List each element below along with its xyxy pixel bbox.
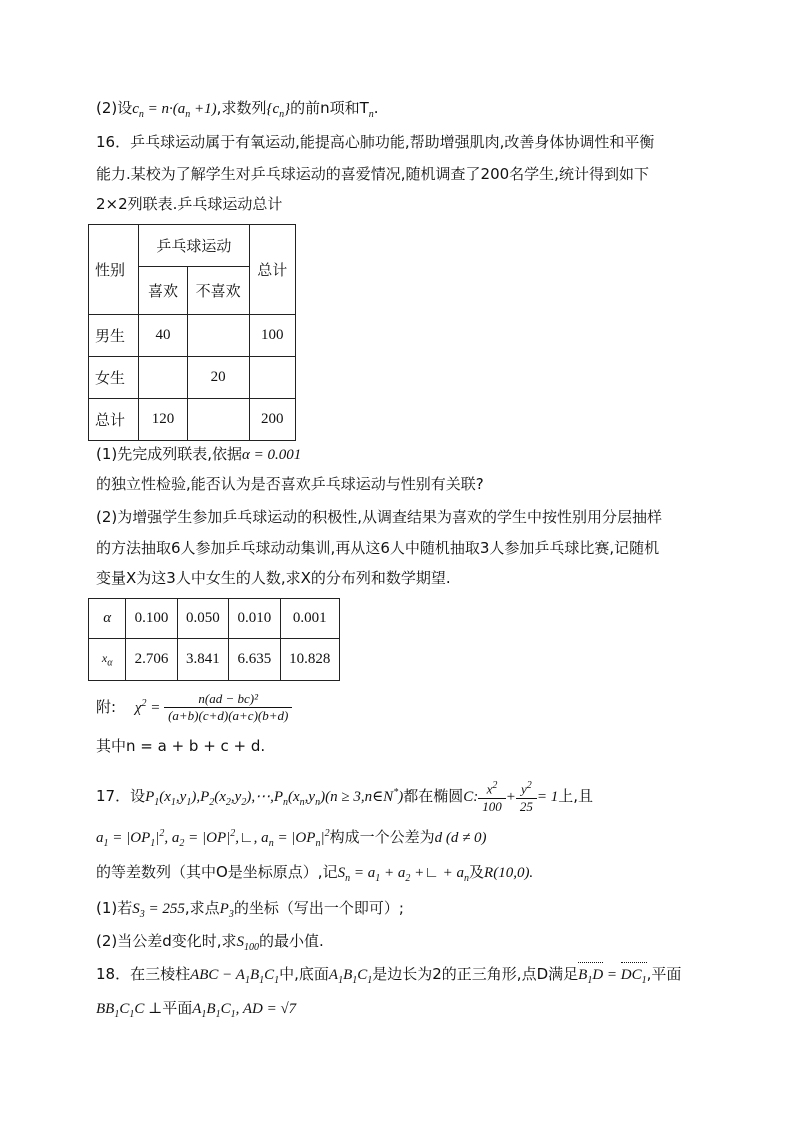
q17-mid: 都在椭圆 bbox=[403, 787, 464, 805]
q16-part1-line1 bbox=[96, 443, 301, 466]
alpha-cell: 0.050 bbox=[177, 599, 228, 639]
alpha-cell: 0.001 bbox=[280, 599, 339, 639]
x-cell: 10.828 bbox=[280, 639, 339, 681]
q17-p1-b: ,求点 bbox=[184, 899, 220, 917]
cell-like: 40 bbox=[139, 315, 187, 357]
q17-p1-a: (1)若 bbox=[96, 899, 133, 917]
q17-line3: 的等差数列（其中O是坐标原点）,记$S_n = a_1 + a_2$ +∟ + $a_n$及R(10,0). bbox=[96, 863, 534, 884]
cell-total: 100 bbox=[249, 315, 295, 357]
q16-part2-line1: (2)为增强学生参加乒乓球运动的积极性,从调查结果为喜欢的学生中按性别用分层抽样 bbox=[96, 508, 663, 526]
q15-part2-prefix: (2)设 bbox=[96, 99, 133, 117]
q17-end: 上,且 bbox=[558, 787, 593, 805]
contingency-table bbox=[88, 224, 296, 441]
chi-denominator: (a+b)(c+d)(a+c)(b+d) bbox=[168, 708, 289, 723]
alpha-cell: 0.100 bbox=[126, 599, 177, 639]
x-cell: 6.635 bbox=[229, 639, 280, 681]
chi-numerator: n(ad − bc)² bbox=[164, 691, 292, 708]
cell-dislike bbox=[187, 315, 249, 357]
x-label: $x_\alpha$ bbox=[89, 639, 126, 681]
th-gender: 性别 bbox=[89, 225, 139, 315]
critical-value-table bbox=[88, 598, 340, 681]
q17-line2: $a_1 = |OP_1|^2$, $a_2$ = $|OP|^2,∟$, $a_n = |OP_n|^2$构成一个公差为d (d ≠ 0) bbox=[96, 828, 487, 849]
q16-part1-line2: 的独立性检验,能否认为是否喜欢乒乓球运动与性别有关联? bbox=[96, 475, 484, 493]
q17-p2-b: 的最小值. bbox=[259, 932, 324, 950]
q18-line2: $BB_1C_1C$ ⊥平面$A_1B_1C_1$, AD = √7 bbox=[96, 999, 297, 1020]
q16-line1: 16．乒乓球运动属于有氧运动,能提高心肺功能,帮助增强肌肉,改善身体协调性和平衡 bbox=[96, 133, 655, 151]
alpha-cell: 0.010 bbox=[229, 599, 280, 639]
q17-line1: 17．设$P_1(x_1,y_1),P_2(x_2,y_2),\cdots,P_n(x_n,y_n)(n$ ≥ 3,n∈N*)都在椭圆C: $\frac{x^2}{100}$ + $\frac{y^2}{25}$ = 1上,且 bbox=[96, 780, 593, 814]
alpha-value: α = 0.001 bbox=[242, 447, 302, 463]
q18-d: ,平面 bbox=[646, 965, 682, 983]
q16-part2-line2: 的方法抽取6人参加乒乓球动动集训,再从这6人中随机抽取3人参加乒乓球比赛,记随机 bbox=[96, 539, 660, 557]
table-row bbox=[89, 357, 296, 399]
q17-l3-and: 及 bbox=[469, 863, 485, 881]
q18-c: 是边长为2的正三角形,点D满足 bbox=[372, 965, 579, 983]
q16-line2: 能力.某校为了解学生对乒乓球运动的喜爱情况,随机调查了200名学生,统计得到如下 bbox=[96, 165, 649, 183]
q17-part2: (2)当公差d变化时,求$S_{100}$的最小值. bbox=[96, 932, 324, 953]
q15-part2-line: (2)设$c_n = n\cdot(a_n +1)$,求数列$\{c_n\}$的前n项和$T_n$. bbox=[96, 99, 379, 120]
cell-like bbox=[139, 357, 187, 399]
q18-line1: 18．在三棱柱ABC − $A_1B_1C_1$中,底面$A_1B_1C_1$是边长为2的正三角形,点D满足$B_1D = DC_1$,平面 bbox=[96, 963, 681, 992]
q16-part1-text: (1)先完成列联表,依据 bbox=[96, 445, 243, 463]
appendix-label: 附: bbox=[96, 698, 117, 716]
where-line: 其中n = a + b + c + d. bbox=[96, 737, 266, 755]
q16-part2-line3: 变量X为这3人中女生的人数,求X的分布列和数学期望. bbox=[96, 569, 451, 587]
alpha-label: α bbox=[89, 599, 126, 639]
q17-p2-a: (2)当公差d变化时,求 bbox=[96, 932, 237, 950]
q17-p1-c: 的坐标（写出一个即可）; bbox=[233, 899, 404, 917]
q17-l2-tail: 构成一个公差为 bbox=[329, 828, 435, 846]
cell-total bbox=[249, 357, 295, 399]
q15-part2-rest: ,求数列 bbox=[216, 99, 267, 117]
cell-dislike bbox=[187, 399, 249, 441]
q17-l3-text: 的等差数列（其中O是坐标原点）,记 bbox=[96, 863, 338, 881]
q18-e: 平面 bbox=[162, 999, 193, 1017]
q18-b: 中,底面 bbox=[279, 965, 329, 983]
row-label: 男生 bbox=[89, 315, 139, 357]
x-cell: 3.841 bbox=[177, 639, 228, 681]
th-dislike: 不喜欢 bbox=[187, 267, 249, 315]
chi-fraction bbox=[164, 691, 292, 724]
th-pingpong: 乒乓球运动 bbox=[139, 225, 249, 267]
table-row bbox=[89, 399, 296, 441]
th-total: 总计 bbox=[249, 225, 295, 315]
table-row bbox=[89, 315, 296, 357]
q15-seq: $\{c_n\}$ bbox=[266, 101, 291, 120]
q15-part2-tail: 的前n项和T bbox=[290, 99, 369, 117]
q17-number: 17．设 bbox=[96, 787, 146, 805]
th-like: 喜欢 bbox=[139, 267, 187, 315]
q15-end: . bbox=[373, 99, 379, 117]
q17-part1: (1)若$S_3 = 255$,求点$P_3$的坐标（写出一个即可）; bbox=[96, 899, 404, 920]
cell-like: 120 bbox=[139, 399, 187, 441]
row-label: 女生 bbox=[89, 357, 139, 399]
x-cell: 2.706 bbox=[126, 639, 177, 681]
cell-dislike: 20 bbox=[187, 357, 249, 399]
chi-square-formula: 附: $\chi^2$ = $\frac{\text{n(ad − bc)²}}{(a+b)(c+d)(a+c)(b+d)}$ bbox=[96, 687, 292, 725]
row-label: 总计 bbox=[89, 399, 139, 441]
q16-line3: 2×2列联表.乒乓球运动总计 bbox=[96, 195, 283, 213]
cell-total: 200 bbox=[249, 399, 295, 441]
q18-a: 18．在三棱柱 bbox=[96, 965, 191, 983]
q15-formula: $c_n = n\cdot(a_n +1)$ bbox=[132, 101, 217, 120]
